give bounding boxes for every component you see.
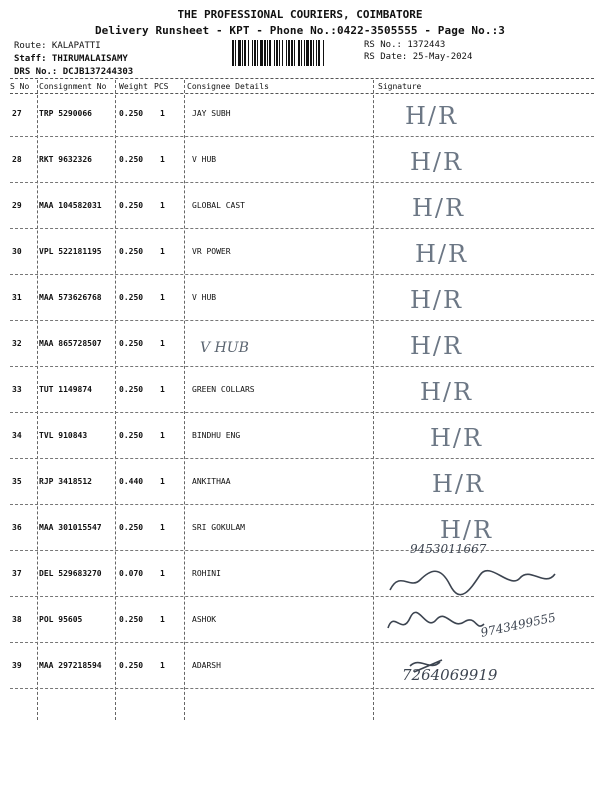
row-sno: 34 [12, 431, 22, 440]
staff-label: Staff: THIRUMALAISAMY [14, 54, 128, 64]
table-row [0, 142, 600, 188]
table-row [0, 188, 600, 234]
row-weight: 0.250 [119, 431, 144, 440]
row-weight: 0.250 [119, 109, 144, 118]
row-weight: 0.070 [119, 569, 144, 578]
handwritten-consignee-note: V HUB [200, 340, 249, 356]
table-row [0, 648, 600, 694]
row-consignment-no: DEL 529683270 [39, 569, 102, 578]
row-pcs: 1 [160, 339, 165, 348]
handwritten-signature: H/R [415, 240, 469, 268]
header-bottom-rule [10, 93, 594, 94]
row-weight: 0.250 [119, 523, 144, 532]
table-row [0, 510, 600, 556]
handwritten-signature: H/R [430, 424, 484, 452]
row-separator [10, 642, 594, 643]
row-consignment-no: MAA 573626768 [39, 293, 102, 302]
column-header-sno: S No [10, 82, 30, 91]
row-weight: 0.250 [119, 615, 144, 624]
table-row [0, 96, 600, 142]
row-pcs: 1 [160, 247, 165, 256]
row-consignee: GLOBAL CAST [192, 201, 245, 210]
row-consignee: V HUB [192, 155, 217, 164]
row-consignee: V HUB [192, 293, 217, 302]
row-weight: 0.250 [119, 339, 144, 348]
handwritten-signature: H/R [420, 378, 474, 406]
row-separator [10, 320, 594, 321]
handwritten-signature: H/R [410, 332, 464, 360]
row-consignment-no: RJP 3418512 [39, 477, 92, 486]
table-row [0, 372, 600, 418]
handwritten-signature: H/R [432, 470, 486, 498]
table-row [0, 602, 600, 648]
row-pcs: 1 [160, 523, 165, 532]
table-row [0, 280, 600, 326]
row-consignee: JAY SUBH [192, 109, 231, 118]
row-pcs: 1 [160, 569, 165, 578]
row-consignee: ROHINI [192, 569, 221, 578]
column-header-pcs: PCS [154, 82, 169, 91]
row-separator [10, 366, 594, 367]
column-header-weight: Weight [119, 82, 148, 91]
row-pcs: 1 [160, 661, 165, 670]
rs-number: RS No.: 1372443 [364, 40, 446, 50]
row-sno: 36 [12, 523, 22, 532]
rs-date: RS Date: 25-May-2024 [364, 52, 473, 62]
row-pcs: 1 [160, 201, 165, 210]
route-label: Route: KALAPATTI [14, 41, 101, 51]
rs-block [364, 39, 472, 63]
row-sno: 31 [12, 293, 22, 302]
table-row [0, 418, 600, 464]
row-separator [10, 596, 594, 597]
row-pcs: 1 [160, 293, 165, 302]
drs-number: DRS No.: DCJB137244303 [14, 67, 134, 77]
handwritten-signature: H/R [412, 194, 466, 222]
row-separator [10, 458, 594, 459]
table-row [0, 326, 600, 372]
column-header-signature: Signature [378, 82, 422, 91]
row-consignment-no: MAA 301015547 [39, 523, 102, 532]
row-separator [10, 182, 594, 183]
row-consignment-no: MAA 865728507 [39, 339, 102, 348]
row-consignment-no: MAA 297218594 [39, 661, 102, 670]
column-header-consignment: Consignment No [39, 82, 107, 91]
row-weight: 0.250 [119, 247, 144, 256]
row-consignment-no: VPL 522181195 [39, 247, 102, 256]
handwritten-signature: H/R [410, 286, 464, 314]
row-consignee: ADARSH [192, 661, 221, 670]
row-weight: 0.250 [119, 661, 144, 670]
row-sno: 33 [12, 385, 22, 394]
row-weight: 0.250 [119, 293, 144, 302]
row-consignment-no: MAA 104582031 [39, 201, 102, 210]
row-consignee: SRI GOKULAM [192, 523, 245, 532]
row-sno: 39 [12, 661, 22, 670]
route-staff-block [14, 40, 133, 79]
row-separator [10, 274, 594, 275]
barcode-image [232, 40, 356, 66]
row-separator [10, 136, 594, 137]
row-consignee: ASHOK [192, 615, 217, 624]
row-consignment-no: POL 95605 [39, 615, 83, 624]
table-row [0, 464, 600, 510]
row-separator [10, 504, 594, 505]
row-consignment-no: TUT 1149874 [39, 385, 92, 394]
row-pcs: 1 [160, 155, 165, 164]
row-weight: 0.250 [119, 385, 144, 394]
row-pcs: 1 [160, 477, 165, 486]
row-sno: 28 [12, 155, 22, 164]
row-consignee: BINDHU ENG [192, 431, 241, 440]
row-sno: 32 [12, 339, 22, 348]
row-sno: 30 [12, 247, 22, 256]
row-consignment-no: RKT 9632326 [39, 155, 92, 164]
handwritten-phone-number: 9743499555 [479, 610, 557, 640]
row-sno: 29 [12, 201, 22, 210]
runsheet-subtitle: Delivery Runsheet - KPT - Phone No.:0422-3505555 - Page No.:3 [94, 24, 506, 37]
row-consignment-no: TRP 5290066 [39, 109, 92, 118]
row-consignee: ANKITHAA [192, 477, 231, 486]
row-pcs: 1 [160, 385, 165, 394]
row-pcs: 1 [160, 615, 165, 624]
header-top-rule [10, 78, 594, 79]
table-row [0, 234, 600, 280]
handwritten-phone-number: 9453011667 [410, 542, 487, 556]
handwritten-signature: H/R [410, 148, 464, 176]
row-consignee: VR POWER [192, 247, 231, 256]
signature-scribble [380, 560, 580, 596]
row-pcs: 1 [160, 431, 165, 440]
row-weight: 0.250 [119, 155, 144, 164]
handwritten-signature: H/R [440, 516, 494, 544]
handwritten-phone-number: 7264069919 [402, 666, 498, 684]
row-consignment-no: TVL 910843 [39, 431, 88, 440]
row-sno: 37 [12, 569, 22, 578]
row-weight: 0.250 [119, 201, 144, 210]
row-separator [10, 228, 594, 229]
row-sno: 27 [12, 109, 22, 118]
row-sno: 38 [12, 615, 22, 624]
row-weight: 0.440 [119, 477, 144, 486]
table-row [0, 542, 600, 602]
handwritten-signature: H/R [405, 102, 459, 130]
row-separator [10, 688, 594, 689]
row-consignee: GREEN COLLARS [192, 385, 255, 394]
row-sno: 35 [12, 477, 22, 486]
row-separator [10, 550, 594, 551]
row-pcs: 1 [160, 109, 165, 118]
column-header-consignee: Consignee Details [187, 82, 269, 91]
row-separator [10, 412, 594, 413]
company-title: THE PROFESSIONAL COURIERS, COIMBATORE [177, 8, 423, 21]
